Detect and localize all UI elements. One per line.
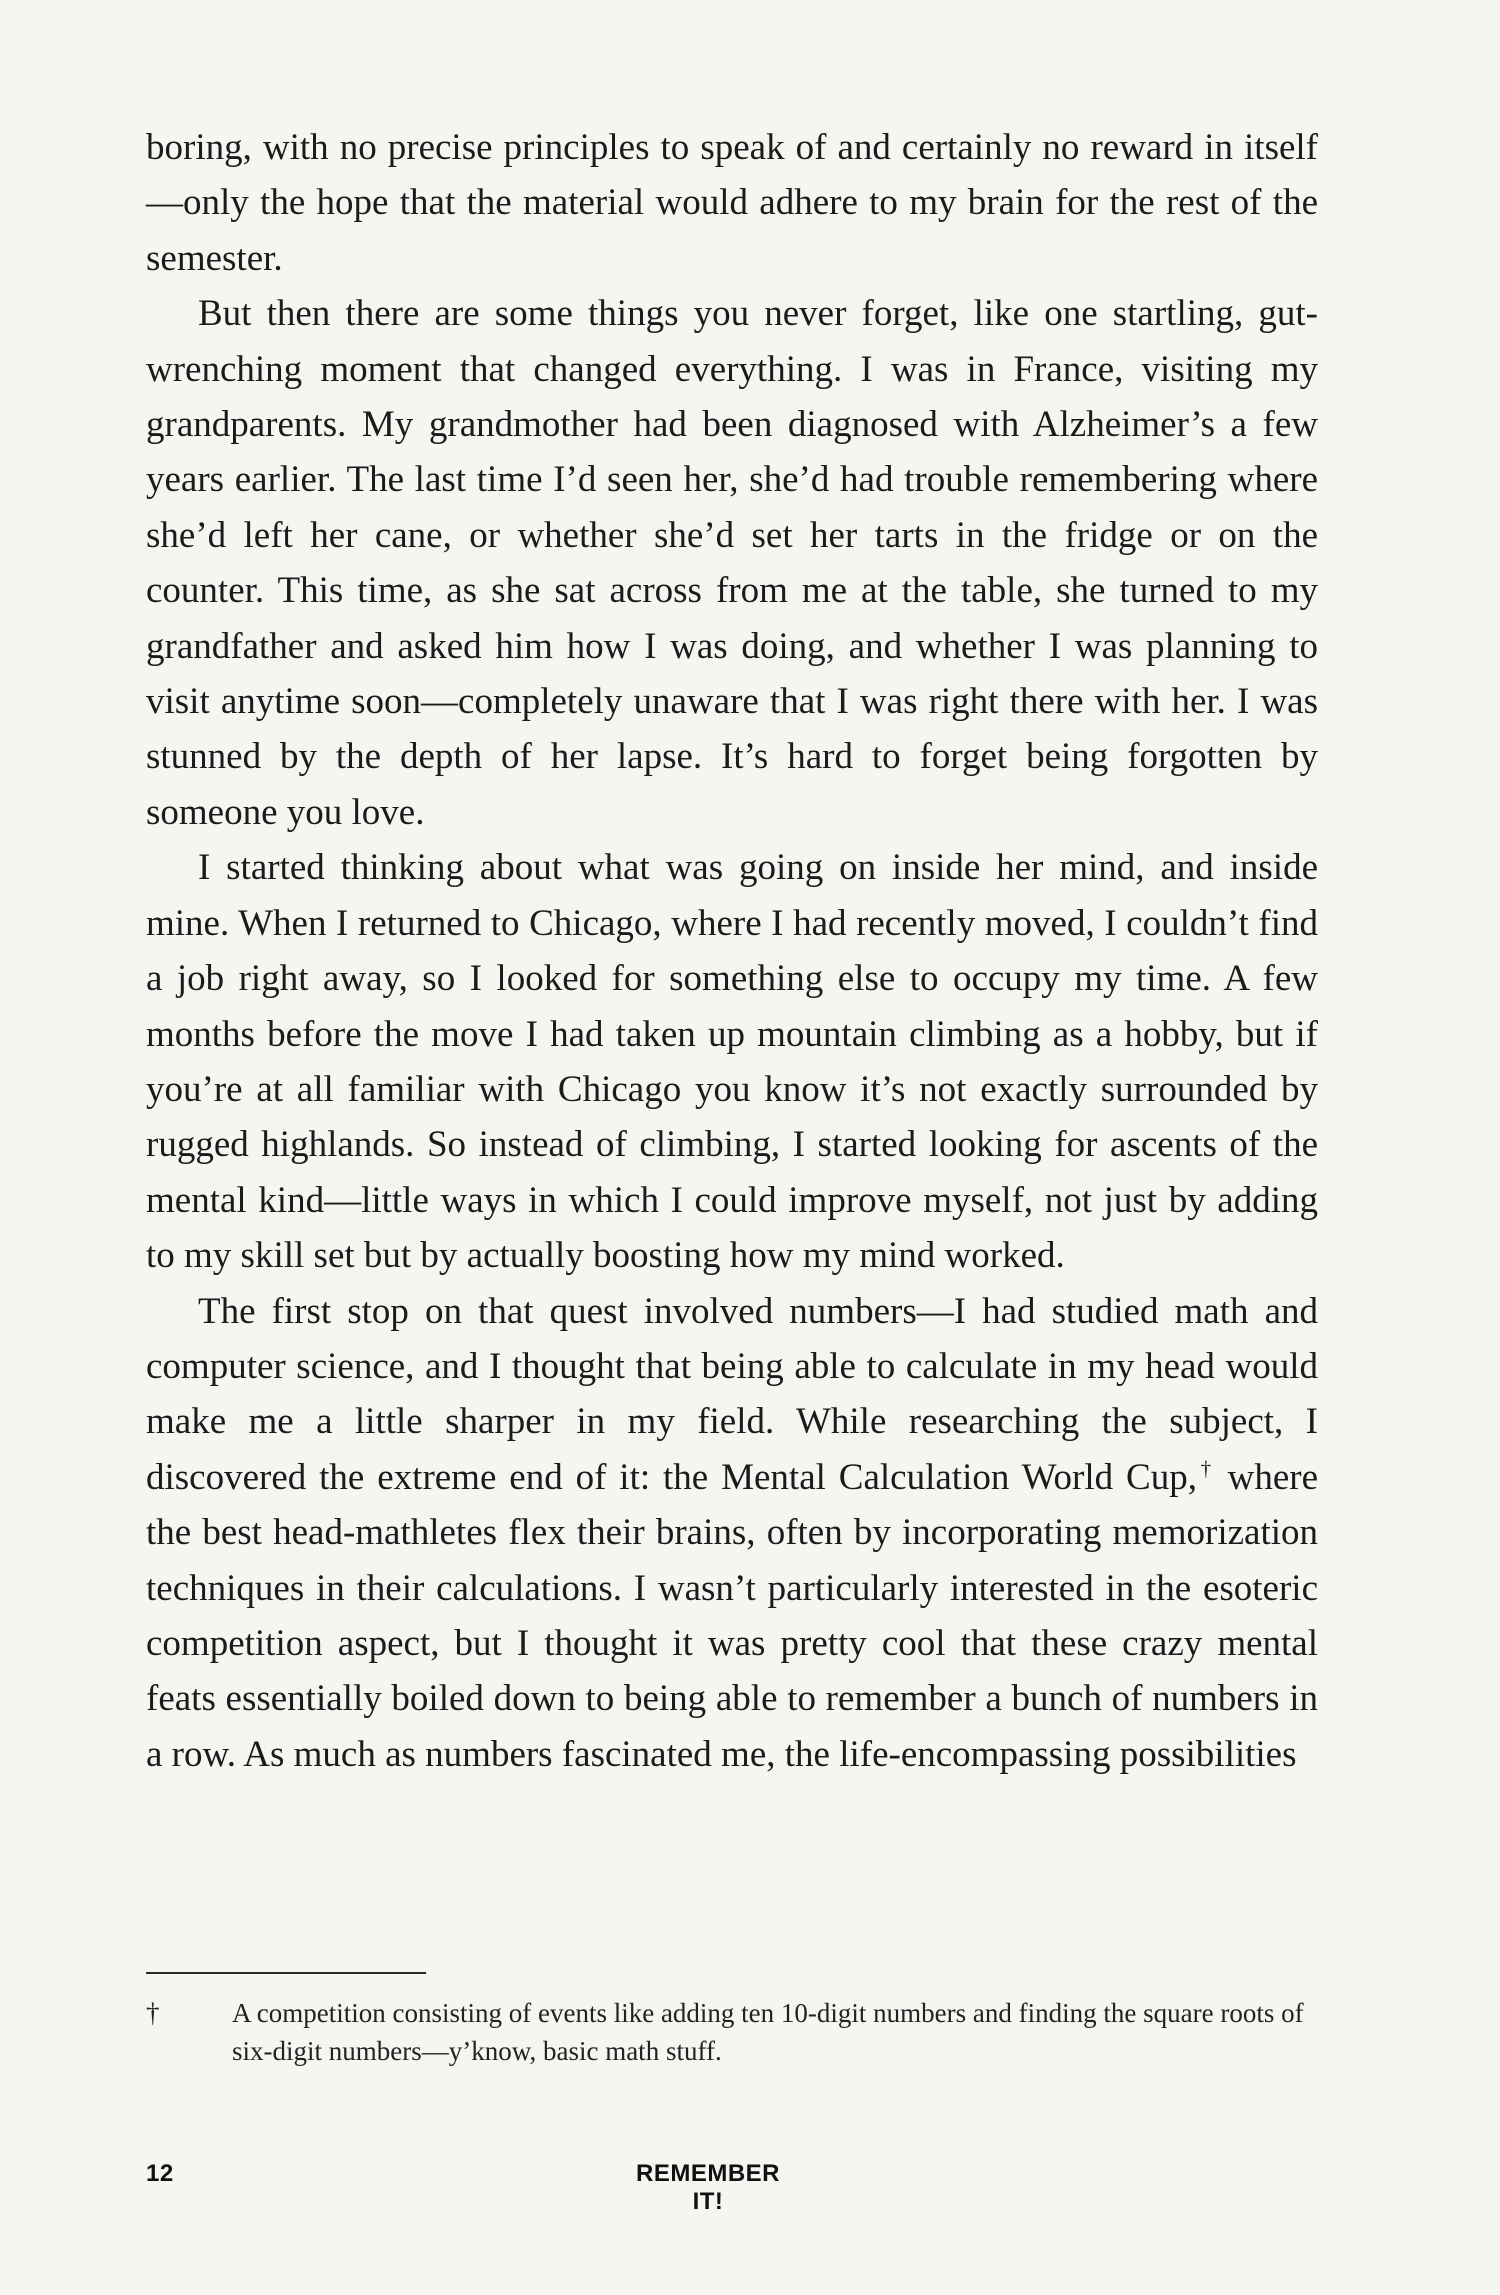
page-footer bbox=[146, 2160, 1318, 2215]
footnote-text: A competition consisting of events like adding ten 10-digit numbers and finding the square roots of six-digit numbers—y’know, basic math stuff. bbox=[232, 1998, 1304, 2066]
footnote-divider bbox=[146, 1972, 426, 1974]
footnote bbox=[146, 1994, 1318, 2070]
paragraph-4-text-after-mark: where the best head-mathletes flex their brains, often by incorporating memorization techniques in their calculations. I wasn’t particularly interested in the esoteric competition aspect, but I thought it was pretty cool that these crazy mental feats essentially boiled down to being able to remember a bunch of numbers in a row. As much as numbers fascinated me, the life-encompassing possibilities bbox=[146, 1456, 1319, 1775]
footnote-reference-mark[interactable]: † bbox=[1196, 1456, 1215, 1481]
body-text bbox=[146, 120, 1318, 1782]
paragraph-4-text-before-mark: The first stop on that quest involved numbers—I had studied math and computer science, and I thought that being able to calculate in my head would make me a little sharper in my field. While researching the subject, I discovered the extreme end of it: the Mental Calculation World Cup, bbox=[146, 1290, 1318, 1498]
paragraph-3: I started thinking about what was going on inside her mind, and inside mine. When I returned to Chicago, where I had recently moved, I couldn’t find a job right away, so I looked for something else to occupy my time. A few months before the move I had taken up mountain climbing as a hobby, but if you’re at all familiar with Chicago you know it’s not exactly surrounded by rugged highlands. So instead of climbing, I started looking for ascents of the mental kind—little ways in which I could improve myself, not just by adding to my skill set but by actually boosting how my mind worked. bbox=[146, 847, 1318, 1277]
page-number: 12 bbox=[146, 2160, 174, 2187]
paragraph-1: boring, with no precise principles to speak of and certainly no reward in itself—only the hope that the material would adhere to my brain for the rest of the semester. bbox=[146, 127, 1318, 279]
paragraph-4 bbox=[146, 1284, 1318, 1783]
running-title: REMEMBER IT! bbox=[635, 2160, 780, 2215]
footnote-symbol: † bbox=[146, 1998, 160, 2028]
paragraph-2: But then there are some things you never forget, like one startling, gut-wrenching moment that changed everything. I was in France, visiting my grandparents. My grandmother had been diagnosed with Alzheimer’s a few years earlier. The last time I’d seen her, she’d had trouble remembering where she’d left her cane, or whether she’d set her tarts in the fridge or on the counter. This time, as she sat across from me at the table, she turned to my grandfather and asked him how I was doing, and whether I was planning to visit anytime soon—completely unaware that I was right there with her. I was stunned by the depth of her lapse. It’s hard to forget being forgotten by someone you love. bbox=[146, 293, 1318, 833]
